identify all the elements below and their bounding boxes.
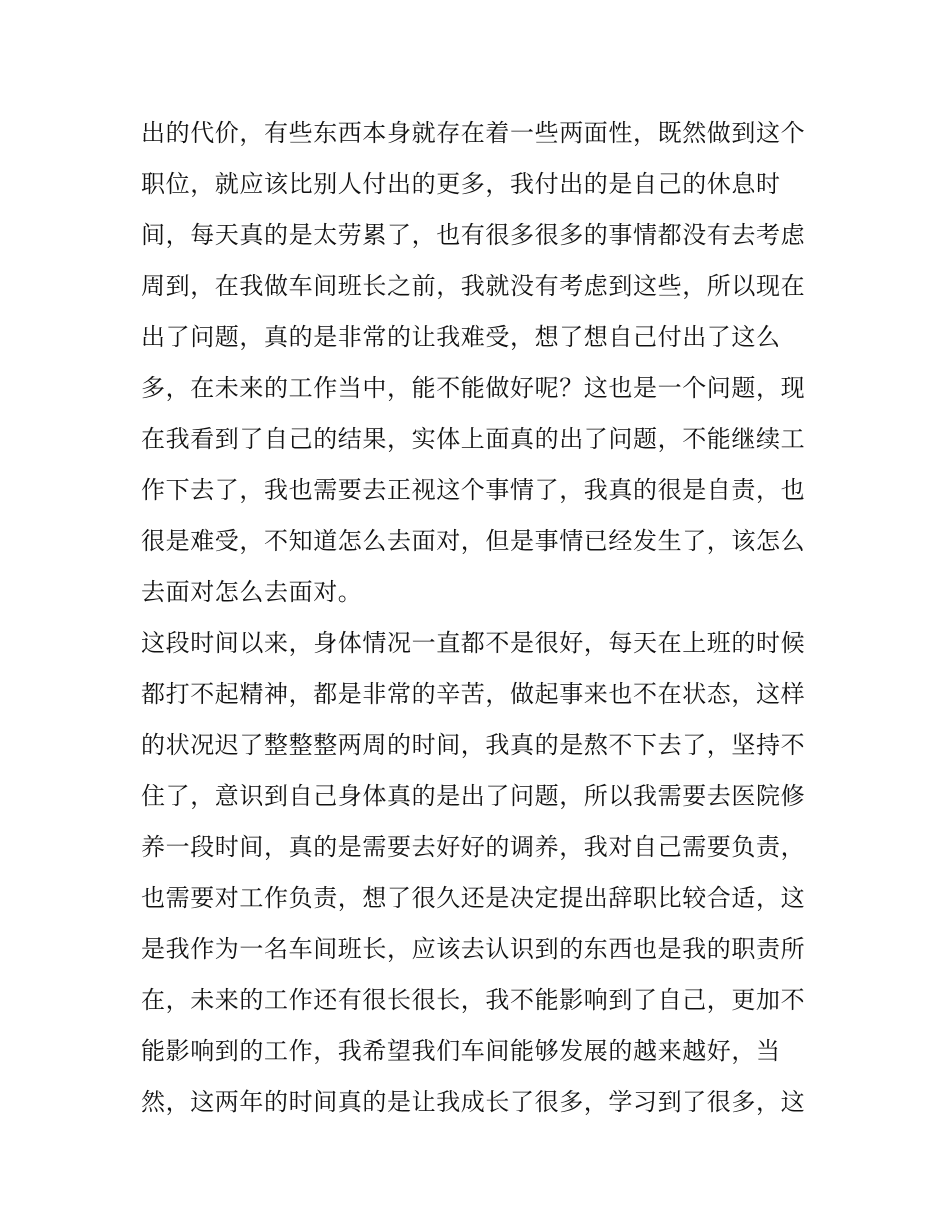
text-line: 职位，就应该比别人付出的更多，我付出的是自己的休息时 xyxy=(141,170,781,198)
text-line: 能影响到的工作，我希望我们车间能够发展的越来越好，当 xyxy=(141,1037,781,1065)
text-line: 间，每天真的是太劳累了，也有很多很多的事情都没有去考虑 xyxy=(141,221,806,249)
text-line: 出了问题，真的是非常的让我难受，想了想自己付出了这么 xyxy=(141,323,781,351)
text-line: 多，在未来的工作当中，能不能做好呢？这也是一个问题，现 xyxy=(141,374,806,402)
text-line: 在，未来的工作还有很长很长，我不能影响到了自己，更加不 xyxy=(141,986,806,1014)
text-line: 养一段时间，真的是需要去好好的调养，我对自己需要负责， xyxy=(141,833,806,861)
text-line: 在我看到了自己的结果，实体上面真的出了问题，不能继续工 xyxy=(141,425,806,453)
text-line: 都打不起精神，都是非常的辛苦，做起事来也不在状态，这样 xyxy=(141,680,806,708)
text-line: 去面对怎么去面对。 xyxy=(141,578,363,606)
text-line: 也需要对工作负责，想了很久还是决定提出辞职比较合适，这 xyxy=(141,884,806,912)
text-line: 然，这两年的时间真的是让我成长了很多，学习到了很多，这 xyxy=(141,1088,806,1116)
text-line: 这段时间以来，身体情况一直都不是很好，每天在上班的时候 xyxy=(141,629,806,657)
text-line: 的状况迟了整整整两周的时间，我真的是熬不下去了，坚持不 xyxy=(141,731,806,759)
text-line: 住了，意识到自己身体真的是出了问题，所以我需要去医院修 xyxy=(141,782,806,810)
body-text xyxy=(141,108,821,1128)
text-line: 周到，在我做车间班长之前，我就没有考虑到这些，所以现在 xyxy=(141,272,806,300)
text-line: 是我作为一名车间班长，应该去认识到的东西也是我的职责所 xyxy=(141,935,806,963)
text-line: 很是难受，不知道怎么去面对，但是事情已经发生了，该怎么 xyxy=(141,527,806,555)
text-line: 出的代价，有些东西本身就存在着一些两面性，既然做到这个 xyxy=(141,119,806,147)
text-line: 作下去了，我也需要去正视这个事情了，我真的很是自责，也 xyxy=(141,476,806,504)
